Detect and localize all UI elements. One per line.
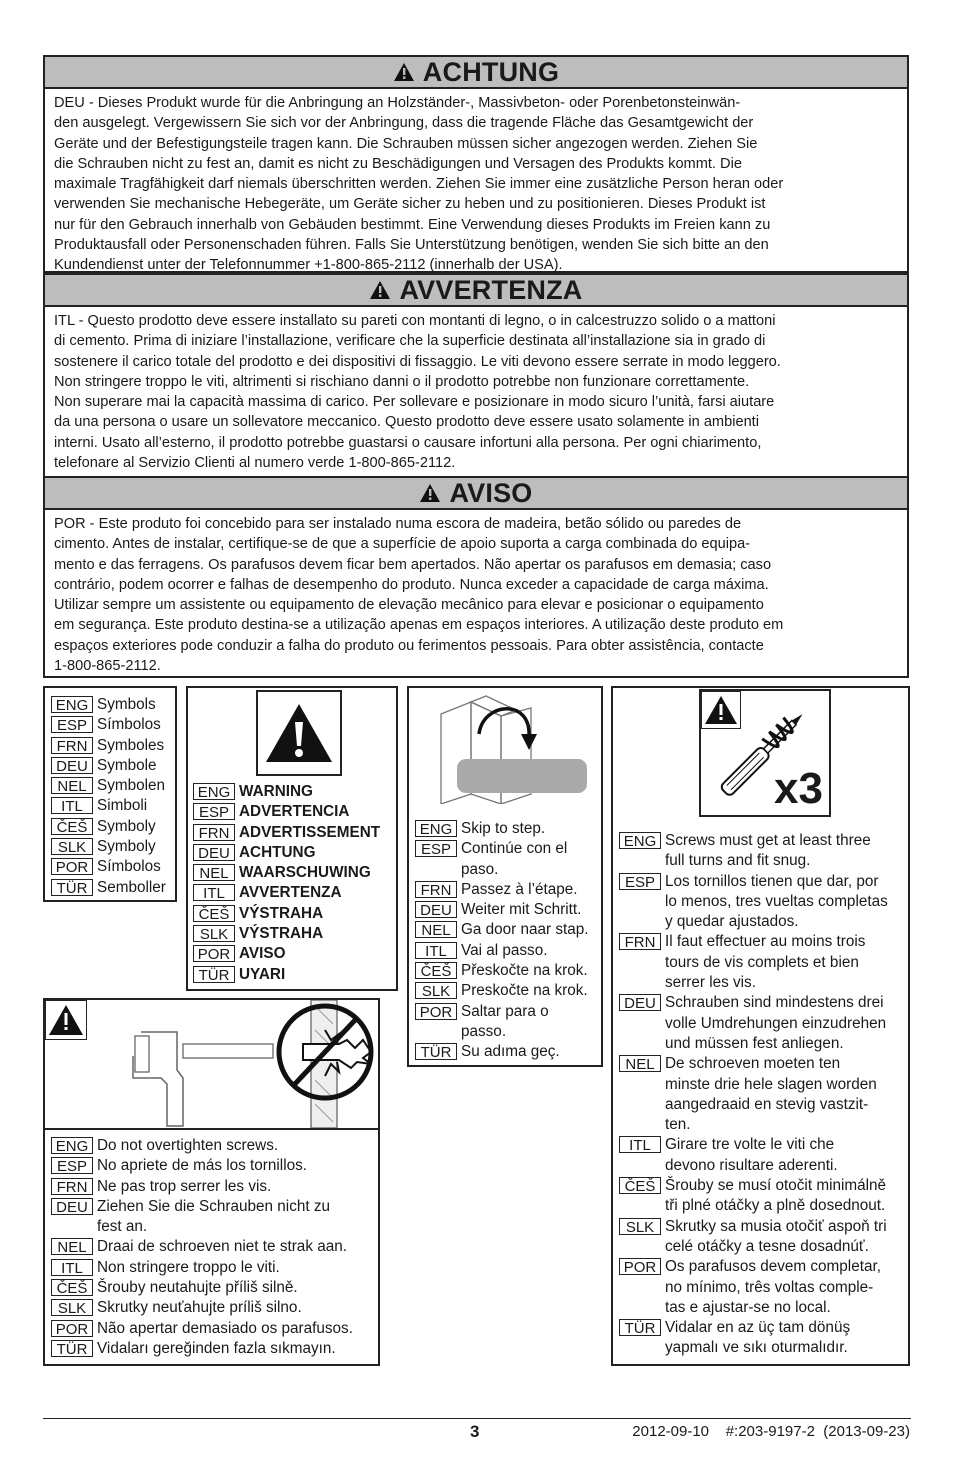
language-row <box>619 1176 888 1217</box>
language-code: ITL <box>51 797 93 814</box>
language-text: Il faut effectuer au moins trois tours de vis complets et bien serrer les vis. <box>665 933 866 992</box>
language-text: Os parafusos devem completar, no mínimo, três voltas comple- tas e ajustar-se no local. <box>665 1258 881 1316</box>
language-code: POR <box>619 1258 661 1275</box>
language-code: DEU <box>619 994 661 1011</box>
language-code: ENG <box>415 820 457 837</box>
language-text: Symbols <box>97 696 156 713</box>
language-text: Vidalar en az üç tam dönüş yapmalı ve sıkı oturmalıdır. <box>665 1319 851 1357</box>
warning-triangle-icon <box>369 280 391 300</box>
language-row <box>619 932 888 993</box>
footer-rule <box>43 1418 911 1419</box>
language-row <box>415 1042 589 1062</box>
language-text: Skrutky neuťahujte príliš silno. <box>97 1299 302 1317</box>
language-text: AVVERTENZA <box>239 884 342 902</box>
language-row <box>51 1237 353 1257</box>
warning-box-por <box>43 476 909 678</box>
language-text: ADVERTENCIA <box>239 803 350 821</box>
language-row <box>619 1054 888 1135</box>
language-code: TÜR <box>51 1340 93 1357</box>
skip-step-list <box>415 819 589 1063</box>
language-code: ITL <box>51 1259 93 1276</box>
language-code: ENG <box>619 832 661 849</box>
page-number: 3 <box>470 1422 480 1441</box>
language-code: DEU <box>51 1198 93 1215</box>
language-row <box>193 924 380 944</box>
language-row <box>193 802 380 822</box>
language-text: Ziehen Sie die Schrauben nicht zu fest an. <box>97 1197 331 1236</box>
language-text: ADVERTISSEMENT <box>239 823 381 841</box>
language-code: SLK <box>193 925 235 942</box>
language-row <box>51 756 175 776</box>
language-text: Weiter mit Schritt. <box>461 901 582 919</box>
language-code: NEL <box>193 864 235 881</box>
language-text: Symbole <box>97 756 157 774</box>
language-text: Los tornillos tienen que dar, por lo menos, tres vueltas completas y quedar ajustados. <box>665 872 888 931</box>
language-code: POR <box>51 858 93 875</box>
language-row <box>51 857 175 877</box>
language-text: De schroeven moeten ten minste drie hele slagen worden aangedraaid en stevig vastzit- ten. <box>665 1055 877 1134</box>
language-row <box>193 843 380 863</box>
language-row <box>415 880 589 900</box>
warning-title: AVVERTENZA <box>399 274 583 305</box>
language-row <box>51 1177 353 1197</box>
warning-text: DEU - Dieses Produkt wurde für die Anbringung an Holzständer-, Massivbeton- oder Porenbetonsteinwän- den ausgelegt. Vergewissern Sie sich vor der Anbringung, dass die tragende Fläche das Gesamtgewicht der Geräte und der Befestigungsteile tragen kann. Die Schrauben müssen sicher angezogen werden. Ziehen Sie die Schrauben nicht zu fest an, damit es nicht zu Beschädigungen und Versagen des Produkts kommt. Die maximale Tragfähigkeit darf niemals überschritten werden. Ziehen Sie immer eine zusätzliche Person heran oder verwenden Sie mechanische Hebegeräte, um Geräte sicher zu heben und zu positionieren. Dieses Produkt ist nur für den Gebrauch innerhalb von Gebäuden bestimmt. Eine Verwendung dieses Produkts im Freien kann zu Produktausfall oder Personenschaden führen. Falls Sie Unterstützung benötigen, wenden Sie sich bitte an den Kundendienst unter der Telefonnummer +1-800-865-2112 (innerhalb der USA). <box>54 95 784 274</box>
language-code: ESP <box>51 1157 93 1174</box>
language-code: TÜR <box>619 1319 661 1336</box>
warning-triangle-icon <box>45 1000 87 1040</box>
language-row <box>415 981 589 1001</box>
language-code: ENG <box>193 783 235 800</box>
warning-title: AVISO <box>449 477 533 508</box>
language-code: POR <box>193 945 235 962</box>
language-text: Skip to step. <box>461 820 546 837</box>
language-code: TÜR <box>415 1043 457 1060</box>
language-text: Skrutky sa musia otočiť aspoň tri celé otáčky a tesne dosadnúť. <box>665 1217 887 1255</box>
language-text: Vai al passo. <box>461 941 548 959</box>
language-code: ČEŠ <box>193 905 235 922</box>
language-text: No apriete de más los tornillos. <box>97 1157 308 1175</box>
language-text: Preskočte na krok. <box>461 982 588 1000</box>
language-row <box>415 941 589 961</box>
language-row <box>619 993 888 1054</box>
language-text: Symbolen <box>97 777 166 795</box>
warning-text: POR - Este produto foi concebido para ser instalado numa escora de madeira, betão sólido ou paredes de cimento. Antes de instalar, certifique-se de que a superfície de apoio suporta a carga combinada do equipa- mento e das ferragens. Os parafusos devem ficar bem apertados. Não apertar os parafusos em demasia; caso contrário, podem ocorrer e falhas de desempenho do produto. Nunca exceder a capacidade de carga máxima. Utilizar sempre um assistente ou equipamento de elevação mecânico para elevar e posicionar o equipamento em segurança. Este produto destina-se a utilização apenas em espaços interiores. A utilização deste produto em espaços exteriores pode conduzir a falha do produto ou ferimentos pessoais. Para obter assistência, contacte 1-800-865-2112. <box>54 516 784 675</box>
warning-header <box>45 478 907 510</box>
language-code: ČEŠ <box>51 818 93 835</box>
screws-panel <box>611 686 910 1366</box>
overtighten-figure <box>45 1000 378 1130</box>
language-row <box>619 1217 888 1258</box>
screws-list <box>619 831 888 1359</box>
language-text: Do not overtighten screws. <box>97 1137 279 1154</box>
language-text: Continúe con el paso. <box>461 840 568 878</box>
language-code: POR <box>51 1320 93 1337</box>
language-row <box>619 1257 888 1318</box>
language-text: Passez à l’étape. <box>461 880 578 898</box>
language-code: DEU <box>415 901 457 918</box>
language-row <box>51 1339 353 1359</box>
language-code: SLK <box>51 1299 93 1316</box>
language-row <box>51 1156 353 1176</box>
language-code: SLK <box>415 982 457 999</box>
warning-title: ACHTUNG <box>422 56 560 87</box>
language-row <box>193 904 380 924</box>
language-row <box>415 819 589 839</box>
turns-multiplier: x3 <box>774 764 823 813</box>
language-code: ČEŠ <box>619 1177 661 1194</box>
step-number-box <box>457 759 587 793</box>
language-text: Girare tre volte le viti che devono risultare aderenti. <box>665 1136 838 1174</box>
language-row <box>51 1319 353 1339</box>
language-row <box>193 965 380 985</box>
language-code: ENG <box>51 696 93 713</box>
language-code: ITL <box>193 884 235 901</box>
warning-terms-list <box>193 782 380 985</box>
overtighten-list <box>51 1136 353 1359</box>
language-text: Símbolos <box>97 858 161 876</box>
language-code: ESP <box>193 803 235 820</box>
language-code: FRN <box>193 824 235 841</box>
language-row <box>415 1002 589 1043</box>
language-text: Semboller <box>97 878 166 896</box>
warning-text: ITL - Questo prodotto deve essere installato su pareti con montanti di legno, o in calcestruzzo solido o a mattoni di cemento. Prima di iniziare l’installazione, verificare che la superficie destinata all’installazione sia in grado di sostenere il carico totale del prodotto e dei dispositivi di fissaggio. Le viti devono essere serrate in modo leggero. Non stringere troppo le viti, altrimenti si rischiano danni o il prodotto potrebbe non funzionare correttamente. Non superare mai la capacità massima di carico. Per sollevare e posizionare in modo sicuro l’unità, farsi aiutare da una persona o usare un sollevatore meccanico. Questo prodotto deve essere usato solamente in ambienti interni. Usato all’esterno, il prodotto potrebbe guastarsi o causare infortuni alla persona. Per ogni chiarimento, telefonare al Servizio Clienti al numero verde 1-800-865-2112. <box>54 313 781 472</box>
overtighten-panel <box>43 998 380 1366</box>
language-row <box>193 863 380 883</box>
language-code: POR <box>415 1003 457 1020</box>
language-row <box>193 782 380 802</box>
language-code: FRN <box>51 737 93 754</box>
language-text: Schrauben sind mindestens drei volle Umdrehungen einzudrehen und müssen fest anliegen. <box>665 994 887 1052</box>
language-text: Ga door naar stap. <box>461 921 589 939</box>
language-text: Draai de schroeven niet te strak aan. <box>97 1238 347 1256</box>
language-row <box>619 831 888 872</box>
language-row <box>415 900 589 920</box>
language-row <box>51 1258 353 1278</box>
language-row <box>193 944 380 964</box>
warning-header <box>45 275 907 307</box>
document-id: 2012-09-10 #:203-9197-2 (2013-09-23) <box>632 1423 910 1440</box>
language-row <box>193 883 380 903</box>
language-code: FRN <box>51 1178 93 1195</box>
language-code: ČEŠ <box>51 1279 93 1296</box>
language-text: AVISO <box>239 945 286 963</box>
language-row <box>51 837 175 857</box>
language-code: FRN <box>415 881 457 898</box>
language-code: ESP <box>619 873 661 890</box>
language-text: WARNING <box>239 783 313 800</box>
language-code: NEL <box>415 921 457 938</box>
language-text: VÝSTRAHA <box>239 904 324 922</box>
language-code: ITL <box>619 1136 661 1153</box>
language-row <box>51 1278 353 1298</box>
language-text: VÝSTRAHA <box>239 925 324 943</box>
language-text: Ne pas trop serrer les vis. <box>97 1177 272 1195</box>
language-text: Saltar para o passo. <box>461 1002 549 1040</box>
symbols-list <box>51 695 175 898</box>
language-text: Vidaları gereğinden fazla sıkmayın. <box>97 1339 336 1357</box>
language-code: NEL <box>619 1055 661 1072</box>
language-row <box>619 1135 888 1176</box>
screw-figure <box>699 689 831 817</box>
language-code: ESP <box>415 840 457 857</box>
language-text: Símbolos <box>97 716 161 734</box>
language-row <box>193 823 380 843</box>
language-code: ČEŠ <box>415 962 457 979</box>
language-text: Não apertar demasiado os parafusos. <box>97 1319 353 1337</box>
warning-triangle-icon <box>419 483 441 503</box>
language-row <box>415 961 589 981</box>
language-row <box>619 1318 888 1359</box>
warning-header <box>45 57 907 89</box>
language-row <box>619 872 888 933</box>
language-text: UYARI <box>239 965 286 983</box>
language-row <box>51 1197 353 1238</box>
language-code: SLK <box>51 838 93 855</box>
language-text: Přeskočte na krok. <box>461 962 588 980</box>
language-code: DEU <box>51 757 93 774</box>
language-row <box>415 920 589 940</box>
language-text: Non stringere troppo le viti. <box>97 1258 280 1276</box>
skip-step-panel <box>407 686 603 1067</box>
language-code: ENG <box>51 1137 93 1154</box>
language-code: FRN <box>619 933 661 950</box>
language-text: WAARSCHUWING <box>239 864 371 882</box>
overtightened-screw-icon <box>125 1000 378 1128</box>
language-row <box>51 715 175 735</box>
warning-box-deu <box>43 55 909 273</box>
language-row <box>51 695 175 715</box>
language-row <box>51 1298 353 1318</box>
language-code: NEL <box>51 777 93 794</box>
language-code: TÜR <box>193 966 235 983</box>
language-row <box>51 817 175 837</box>
language-text: Screws must get at least three full turns and fit snug. <box>665 832 871 870</box>
language-row <box>415 839 589 880</box>
language-row <box>51 796 175 816</box>
language-row <box>51 776 175 796</box>
warning-terms-panel <box>186 686 398 991</box>
language-code: SLK <box>619 1218 661 1235</box>
language-row <box>51 736 175 756</box>
warning-triangle-icon <box>393 62 415 82</box>
language-code: DEU <box>193 844 235 861</box>
language-code: ITL <box>415 942 457 959</box>
language-code: TÜR <box>51 879 93 896</box>
language-code: NEL <box>51 1238 93 1255</box>
language-code: ESP <box>51 716 93 733</box>
language-text: Symboles <box>97 736 165 754</box>
language-text: Symboly <box>97 817 156 835</box>
warning-triangle-icon <box>256 690 342 776</box>
symbols-panel <box>43 686 177 902</box>
language-text: ACHTUNG <box>239 843 316 861</box>
language-text: Symboly <box>97 838 156 856</box>
language-row <box>51 1136 353 1156</box>
language-row <box>51 878 175 898</box>
language-text: Šrouby neutahujte příliš silně. <box>97 1279 298 1297</box>
language-text: Šrouby se musí otočit minimálně tři plné otáčky a plně dosednout. <box>665 1177 887 1215</box>
language-text: Su adıma geç. <box>461 1043 560 1061</box>
language-text: Simboli <box>97 797 148 815</box>
warning-box-itl <box>43 273 909 478</box>
